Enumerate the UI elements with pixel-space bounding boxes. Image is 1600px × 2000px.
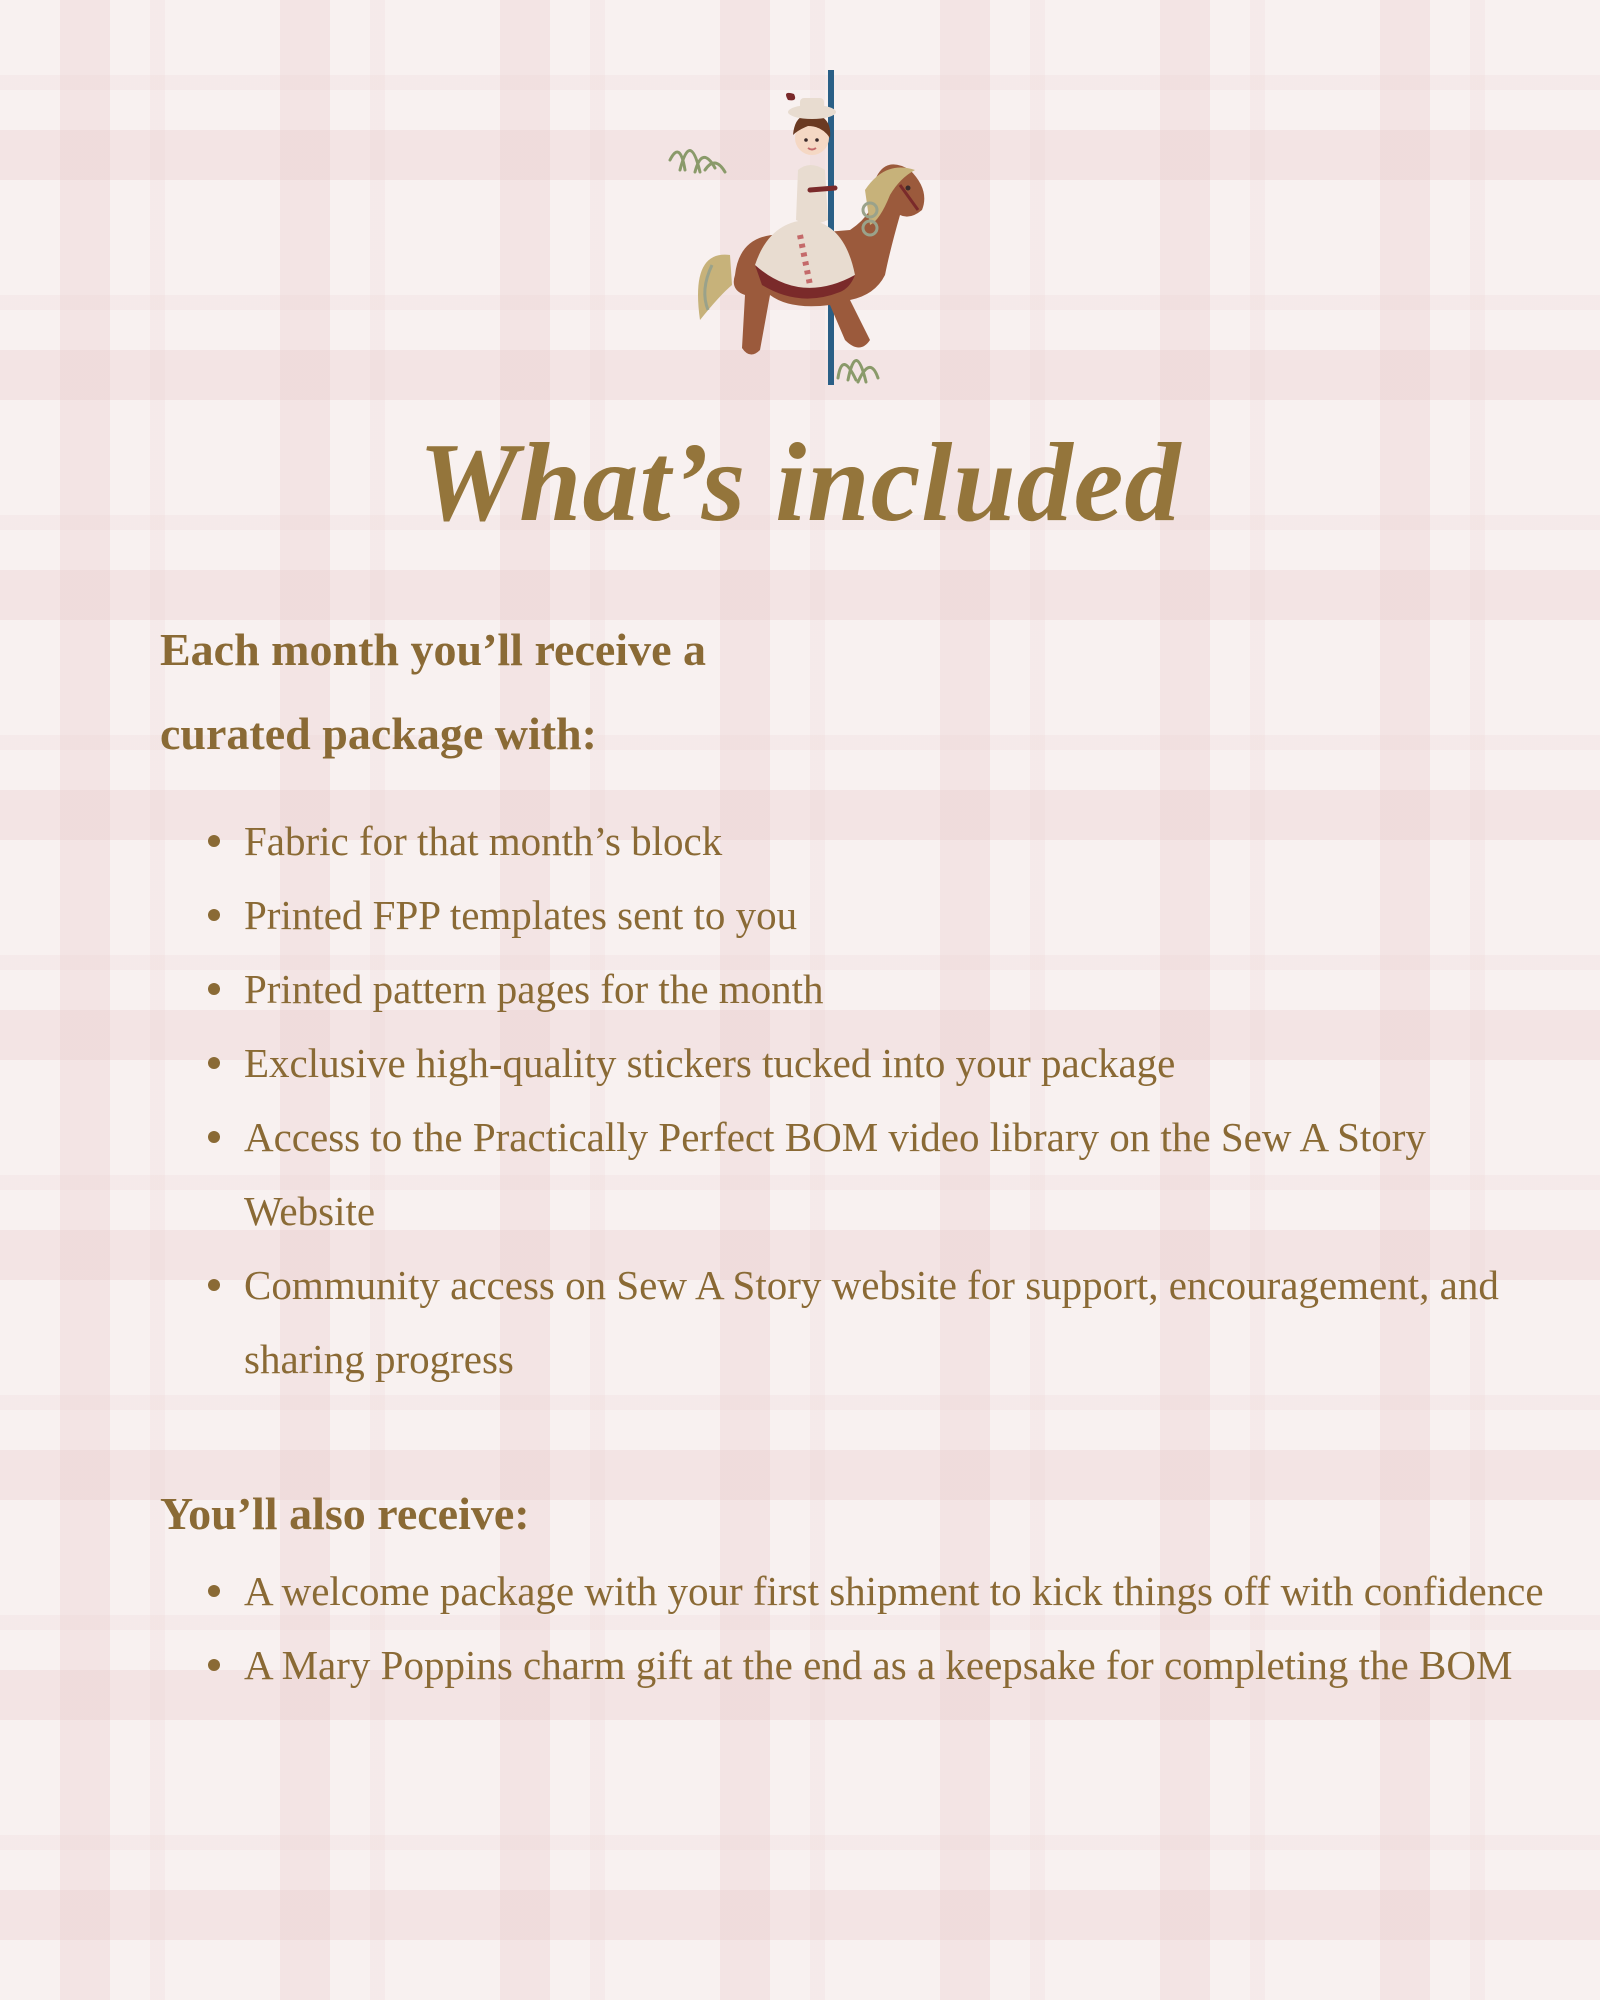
list-item: Printed FPP templates sent to you xyxy=(244,878,1544,952)
list-item: A Mary Poppins charm gift at the end as a keepsake for completing the BOM xyxy=(244,1628,1544,1702)
list-item: Community access on Sew A Story website for support, encouragement, and sharing progress xyxy=(244,1248,1544,1396)
also-items-list xyxy=(160,1554,1544,1702)
list-item: Fabric for that month’s block xyxy=(244,804,1544,878)
grass-right-icon xyxy=(838,360,878,382)
list-item: Exclusive high-quality stickers tucked into your package xyxy=(244,1026,1544,1100)
carousel-horse-illustration xyxy=(660,60,940,390)
also-receive-heading: You’ll also receive: xyxy=(160,1488,530,1539)
monthly-items-list xyxy=(160,804,1544,1396)
grass-left-icon xyxy=(670,150,725,172)
intro-line-2: curated package with: xyxy=(160,708,597,759)
list-item: Printed pattern pages for the month xyxy=(244,952,1544,1026)
intro-text xyxy=(160,608,860,776)
list-item: A welcome package with your first shipment to kick things off with confidence xyxy=(244,1554,1544,1628)
list-item: Access to the Practically Perfect BOM video library on the Sew A Story Website xyxy=(244,1100,1544,1248)
intro-line-1: Each month you’ll receive a xyxy=(160,624,706,675)
horse-tail xyxy=(698,255,732,320)
page-title: What’s included xyxy=(418,421,1182,545)
rider-torso xyxy=(796,165,828,224)
